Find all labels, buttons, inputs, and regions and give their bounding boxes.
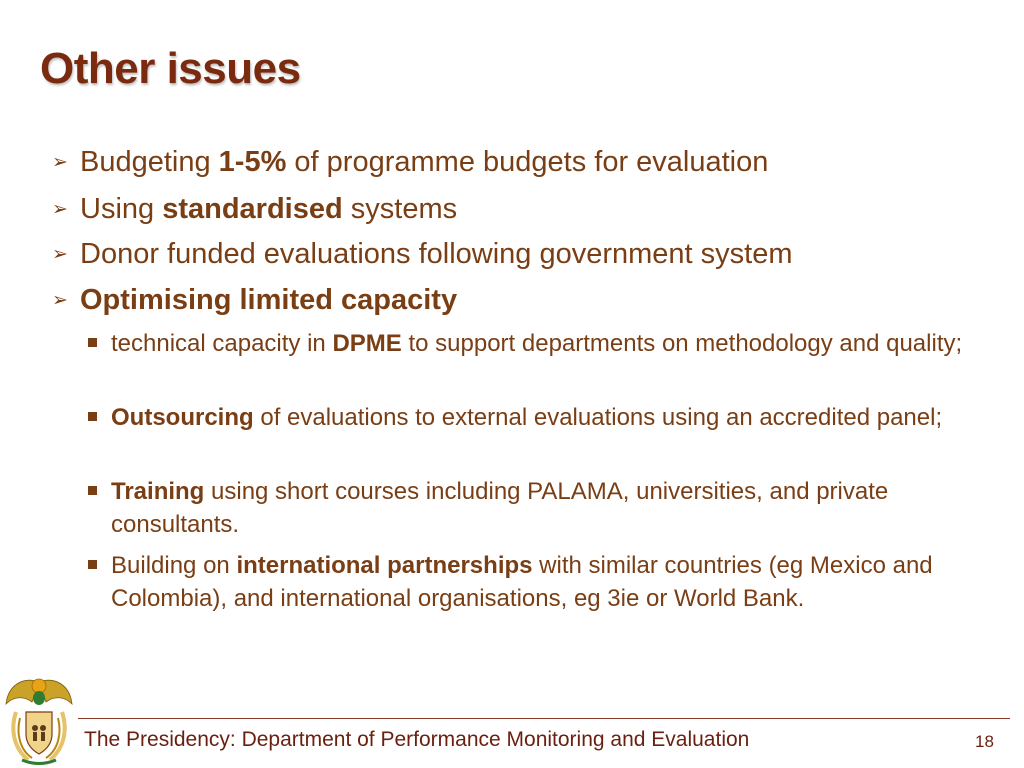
sub-bullet-text (111, 549, 968, 615)
sub-bullet-text-bold: international partnerships (236, 552, 533, 579)
arrow-bullet-icon: ➢ (52, 290, 68, 311)
page-number: 18 (975, 732, 994, 751)
sub-bullet-text-post: of evaluations to external evaluations using an accredited panel; (253, 404, 943, 431)
square-bullet-icon (88, 338, 97, 347)
bullet-item (52, 283, 457, 318)
arrow-bullet-icon: ➢ (52, 152, 68, 173)
square-bullet-icon (88, 412, 97, 421)
sub-bullet-text-post: to support departments on methodology and quality; (401, 330, 963, 357)
bullet-text-bold: standardised (162, 193, 343, 225)
sub-bullet-item (88, 549, 968, 615)
bullet-item (52, 237, 793, 272)
coat-of-arms-logo (2, 672, 76, 768)
sub-bullet-text (111, 401, 968, 434)
sub-bullet-text (111, 475, 968, 541)
footer-text: The Presidency: Department of Performance Monitoring and Evaluation (84, 728, 750, 751)
slide-title: Other issues (40, 44, 301, 93)
sub-bullet-text-pre: Building on (111, 552, 237, 579)
bullet-text-bold: Optimising limited capacity (80, 284, 458, 316)
sub-bullet-text-post: with similar countries (eg Mexico and Colombia), and international organisations, eg 3ie or World Bank. (111, 552, 933, 612)
square-bullet-icon (88, 486, 97, 495)
sub-bullet-text (111, 327, 968, 360)
bullet-text-bold: 1-5% (218, 146, 287, 178)
bullet-text-post: of programme budgets for evaluation (286, 146, 769, 178)
sub-bullet-text-bold: DPME (332, 330, 402, 357)
sub-bullet-text-pre: technical capacity in (111, 330, 333, 357)
footer-divider (78, 718, 1010, 719)
arrow-bullet-icon: ➢ (52, 244, 68, 265)
arrow-bullet-icon: ➢ (52, 199, 68, 220)
bullet-item (52, 192, 457, 227)
sub-bullet-text-post: using short courses including PALAMA, universities, and private consultants. (111, 478, 889, 538)
sub-bullet-item (88, 327, 968, 360)
sub-bullet-item (88, 401, 968, 434)
bullet-text-pre: Budgeting (80, 146, 219, 178)
bullet-item (52, 145, 768, 180)
sub-bullet-item (88, 475, 968, 541)
sub-bullet-text-bold: Outsourcing (111, 404, 254, 431)
bullet-text-post: systems (342, 193, 458, 225)
square-bullet-icon (88, 560, 97, 569)
bullet-text-pre: Using (80, 193, 163, 225)
sub-bullet-text-bold: Training (111, 478, 205, 505)
bullet-text-pre: Donor funded evaluations following government system (80, 238, 793, 270)
